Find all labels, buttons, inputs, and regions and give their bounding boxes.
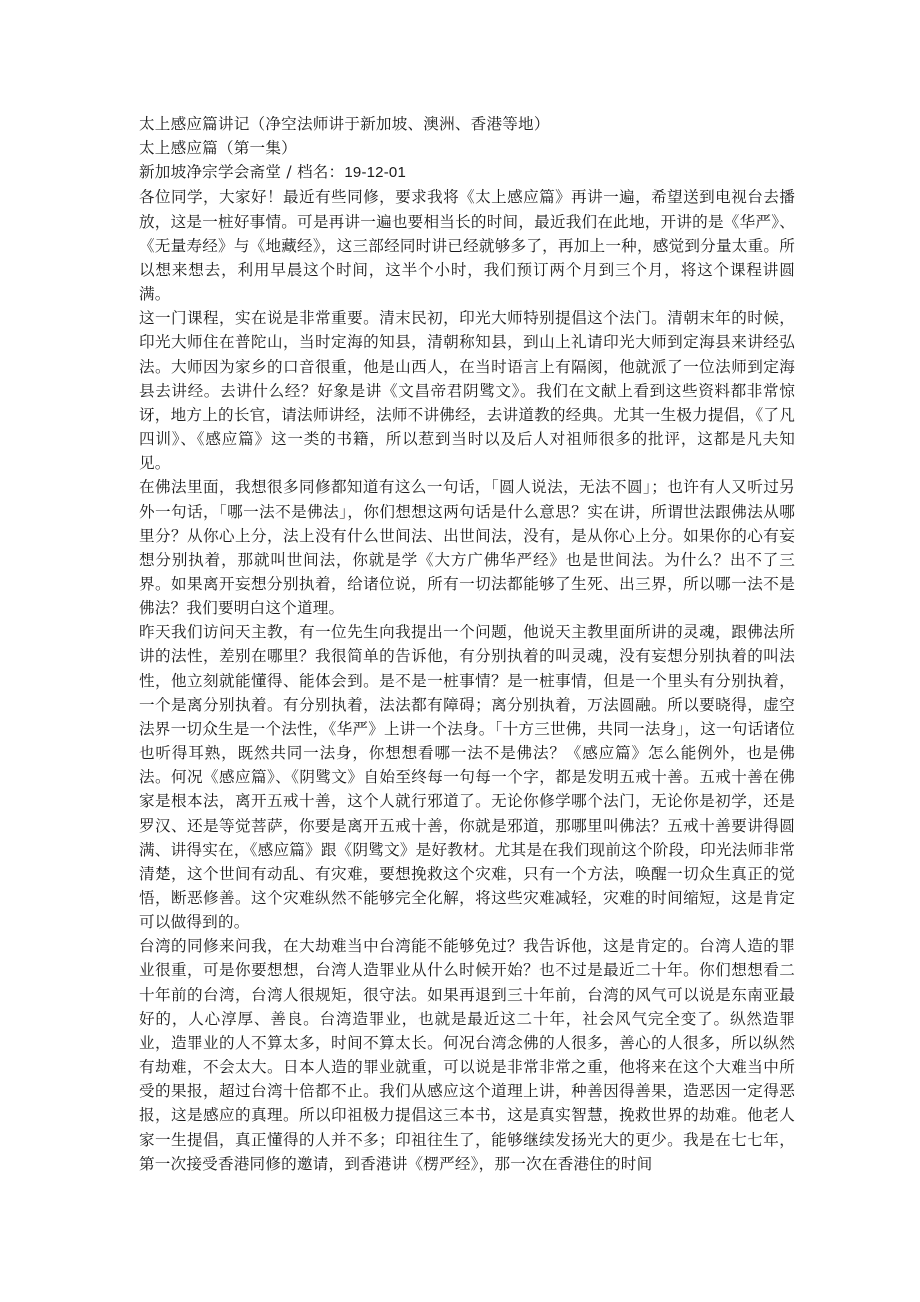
paragraph-5: 台湾的同修来问我，在大劫难当中台湾能不能够免过？我告诉他，这是肯定的。台湾人造的罪业很重，可是你要想想，台湾人造罪业从什么时候开始？也不过是最近二十年。你们想想看二十年前的台湾，台湾人很规矩，很守法。如果再退到三十年前，台湾的风气可以说是东南亚最好的，人心淳厚、善良。台湾造罪业，也就是最近这二十年，社会风气完全变了。纵然造罪业，造罪业的人不算太多，时间不算太长。何况台湾念佛的人很多，善心的人很多，所以纵然有劫难，不会太大。日本人造的罪业就重，可以说是非常非常之重，他将来在这个大难当中所受的果报，超过台湾十倍都不止。我们从感应这个道理上讲，种善因得善果，造恶因一定得恶报，这是感应的真理。所以印祖极力提倡这三本书，这是真实智慧，挽救世界的劫难。他老人家一生提倡，真正懂得的人并不多；印祖往生了，能够继续发扬光大的更少。我是在七七年，第一次接受香港同修的邀请，到香港讲《楞严经》，那一次在香港住的时间 bbox=[139, 937, 795, 1173]
paragraph-1: 各位同学，大家好！最近有些同修，要求我将《太上感应篇》再讲一遍，希望送到电视台去播放，这是一桩好事情。可是再讲一遍也要相当长的时间，最近我们在此地，开讲的是《华严》、《无量寿经》与《地藏经》，这三部经同时讲已经就够多了，再加上一种，感觉到分量太重。所以想来想去，利用早晨这个时间，这半个小时，我们预订两个月到三个月，将这个课程讲圆满。 bbox=[139, 188, 795, 304]
document-meta bbox=[139, 160, 795, 185]
paragraph-4: 昨天我们访问天主教，有一位先生向我提出一个问题，他说天主教里面所讲的灵魂，跟佛法所讲的法性，差别在哪里？我很简单的告诉他，有分别执着的叫灵魂，没有妄想分别执着的叫法性，他立刻就能懂得、能体会到。是不是一桩事情？是一桩事情，但是一个里头有分别执着，一个是离分别执着。有分别执着，法法都有障碍；离分别执着，万法圆融。所以要晓得，虚空法界一切众生是一个法性，《华严》上讲一个法身。「十方三世佛，共同一法身」，这一句话诸位也听得耳熟，既然共同一法身，你想想看哪一法不是佛法？《感应篇》怎么能例外，也是佛法。何况《感应篇》、《阴骘文》自始至终每一句每一个字，都是发明五戒十善。五戒十善在佛家是根本法，离开五戒十善，这个人就行邪道了。无论你修学哪个法门，无论你是初学，还是罗汉、还是等觉菩萨，你要是离开五戒十善，你就是邪道，那哪里叫佛法？五戒十善要讲得圆满、讲得实在，《感应篇》跟《阴骘文》是好教材。尤其是在我们现前这个阶段，印光法师非常清楚，这个世间有动乱、有灾难，要想挽救这个灾难，只有一个方法，唤醒一切众生真正的觉悟，断恶修善。这个灾难纵然不能够完全化解，将这些灾难减轻，灾难的时间缩短，这是肯定可以做得到的。 bbox=[139, 623, 795, 932]
document-subtitle: 太上感应篇（第一集） bbox=[139, 139, 297, 158]
meta-location: 新加坡净宗学会斋堂 bbox=[139, 163, 282, 182]
document-title: 太上感应篇讲记（净空法师讲于新加坡、澳洲、香港等地） bbox=[139, 115, 550, 133]
paragraph-3: 在佛法里面，我想很多同修都知道有这么一句话，「圆人说法，无法不圆」；也许有人又听过另外一句话，「哪一法不是佛法」，你们想想这两句话是什么意思？实在讲，所谓世法跟佛法从哪里分？从你心上分，法上没有什么世间法、出世间法，没有，是从你心上分。如果你的心有妄想分别执着，那就叫世间法，你就是学《大方广佛华严经》也是世间法。为什么？出不了三界。如果离开妄想分别执着，给诸位说，所有一切法都能够了生死、出三界，所以哪一法不是佛法？我们要明白这个道理。 bbox=[139, 478, 795, 618]
meta-archive-label: 档名： bbox=[296, 163, 345, 182]
document-page bbox=[139, 112, 795, 1176]
paragraph-2: 这一门课程，实在说是非常重要。清末民初，印光大师特别提倡这个法门。清朝末年的时候，印光大师住在普陀山，当时定海的知县，清朝称知县，到山上礼请印光大师到定海县来讲经弘法。大师因为家乡的口音很重，他是山西人，在当时语言上有隔阂，他就派了一位法师到定海县去讲经。去讲什么经？好象是讲《文昌帝君阴骘文》。我们在文献上看到这些资料都非常惊讶，地方上的长官，请法师讲经，法师不讲佛经，去讲道教的经典。尤其一生极力提倡，《了凡四训》、《感应篇》这一类的书籍，所以惹到当时以及后人对祖师很多的批评，这都是凡夫知见。 bbox=[139, 309, 795, 473]
meta-separator: / bbox=[286, 163, 292, 182]
meta-archive-value: 19-12-01 bbox=[344, 164, 407, 182]
